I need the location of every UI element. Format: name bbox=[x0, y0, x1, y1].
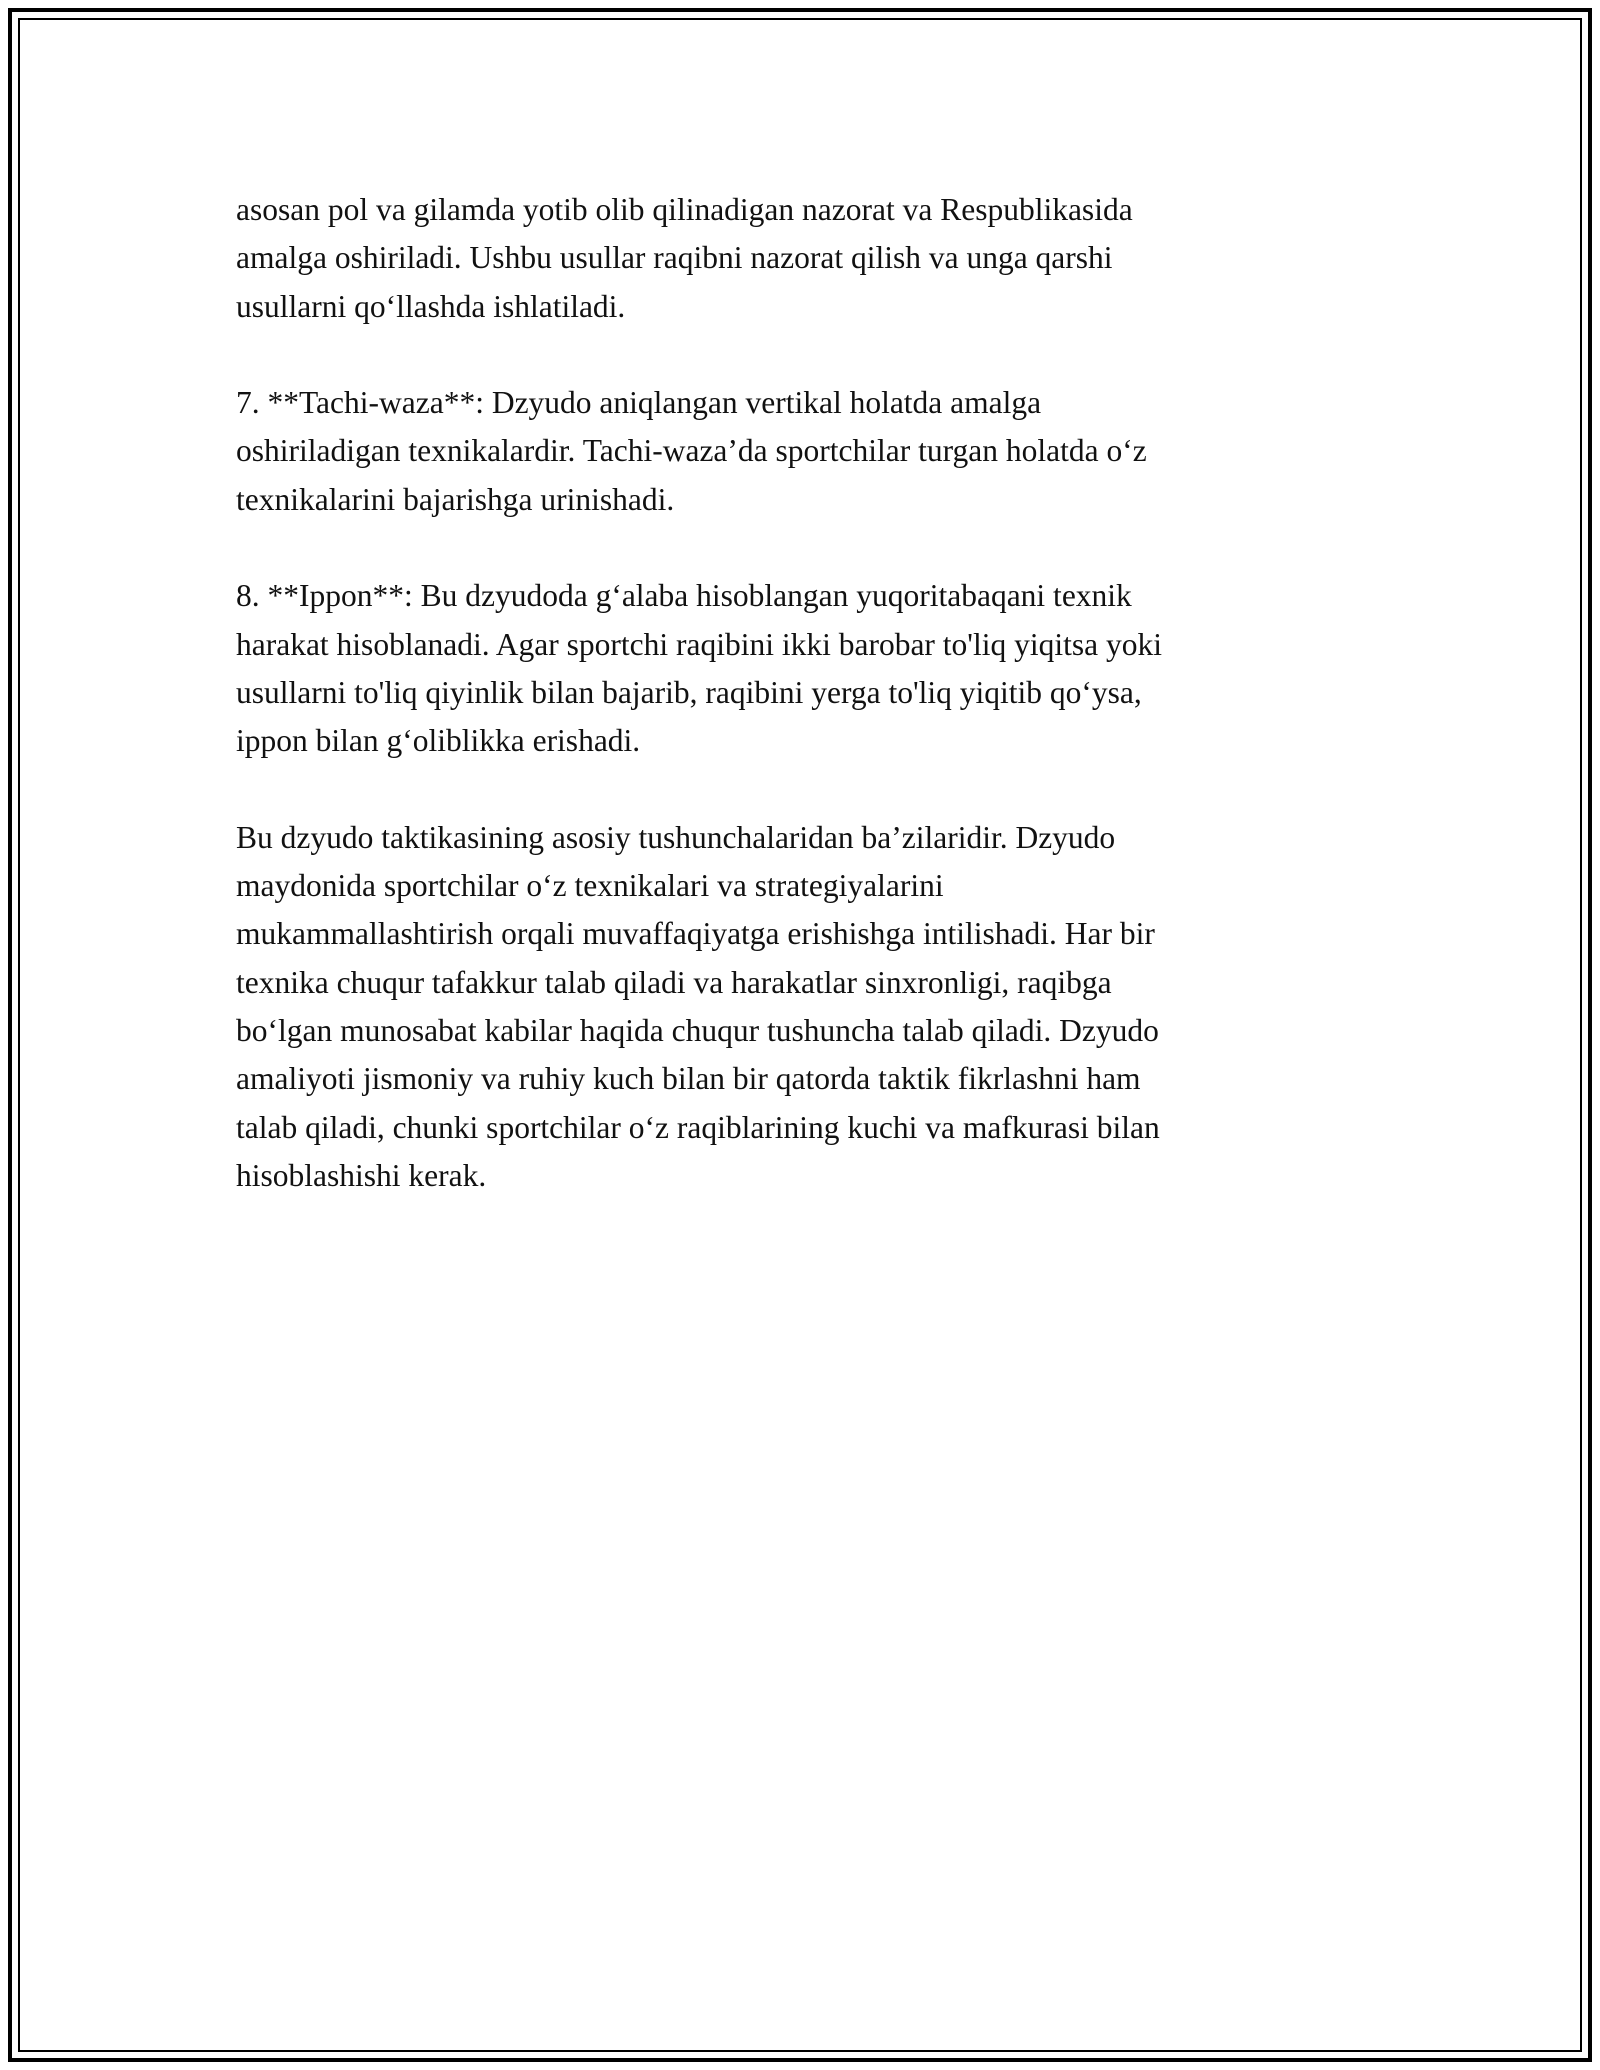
text-line: usullarni to'liq qiyinlik bilan bajarib, raqibini yerga to'liq yiqitib qo‘ysa, bbox=[236, 674, 1142, 710]
text-line: oshiriladigan texnikalardir. Tachi-waza’da sportchilar turgan holatda o‘z bbox=[236, 433, 1147, 469]
text-line: hisoblashishi kerak. bbox=[236, 1157, 487, 1193]
text-line: asosan pol va gilamda yotib olib qilinadigan nazorat va Respublikasida bbox=[236, 192, 1133, 227]
text-line: mukammallashtirish orqali muvaffaqiyatga erishishga intilishadi. Har bir bbox=[236, 916, 1155, 952]
text-line: amalga oshiriladi. Ushbu usullar raqibni nazorat qilish va unga qarshi bbox=[236, 240, 1113, 276]
paragraph-item-8-ippon bbox=[236, 572, 1366, 765]
text-line: usullarni qo‘llashda ishlatiladi. bbox=[236, 288, 626, 324]
text-line: harakat hisoblanadi. Agar sportchi raqibini ikki barobar to'liq yiqitsa yoki bbox=[236, 626, 1162, 662]
text-line: ippon bilan g‘oliblikka erishadi. bbox=[236, 723, 641, 759]
text-line: talab qiladi, chunki sportchilar o‘z raqiblarining kuchi va mafkurasi bilan bbox=[236, 1109, 1160, 1145]
text-line: texnika chuqur tafakkur talab qiladi va harakatlar sinxronligi, raqibga bbox=[236, 964, 1112, 1000]
text-line: 8. **Ippon**: Bu dzyudoda g‘alaba hisoblangan yuqoritabaqani texnik bbox=[236, 578, 1132, 614]
text-line: maydonida sportchilar o‘z texnikalari va strategiyalarini bbox=[236, 868, 944, 904]
paragraph-continuation bbox=[236, 186, 1366, 331]
text-line: Bu dzyudo taktikasining asosiy tushunchalaridan ba’zilaridir. Dzyudo bbox=[236, 819, 1116, 855]
document-body bbox=[236, 186, 1366, 1249]
text-line: 7. **Tachi-waza**: Dzyudo aniqlangan vertikal holatda amalga bbox=[236, 385, 1042, 421]
paragraph-conclusion bbox=[236, 814, 1366, 1200]
text-line: amaliyoti jismoniy va ruhiy kuch bilan bir qatorda taktik fikrlashni ham bbox=[236, 1061, 1141, 1097]
paragraph-item-7-tachi-waza bbox=[236, 379, 1366, 524]
text-line: texnikalarini bajarishga urinishadi. bbox=[236, 481, 675, 517]
text-line: bo‘lgan munosabat kabilar haqida chuqur tushuncha talab qiladi. Dzyudo bbox=[236, 1013, 1159, 1049]
